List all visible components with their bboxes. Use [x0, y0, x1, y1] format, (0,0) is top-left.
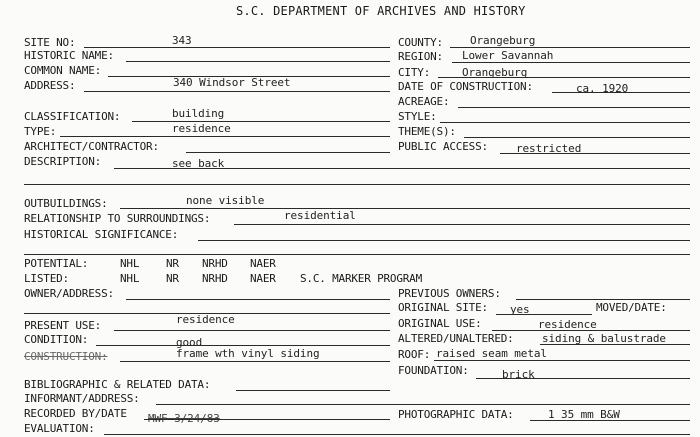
owner-line-1 — [126, 299, 390, 300]
relationship-line — [234, 224, 690, 225]
address-label: ADDRESS: — [24, 79, 76, 92]
type-label: TYPE: — [24, 125, 57, 138]
evaluation-label: EVALUATION: — [24, 422, 95, 435]
form-title: S.C. DEPARTMENT OF ARCHIVES AND HISTORY — [236, 4, 526, 18]
site-no-value: 343 — [172, 34, 192, 47]
themes-label: THEME(S): — [398, 125, 456, 138]
photo-label: PHOTOGRAPHIC DATA: — [398, 408, 514, 421]
construction-line — [120, 361, 390, 362]
acreage-line — [458, 107, 690, 108]
significance-line-2 — [24, 254, 690, 255]
foundation-label: FOUNDATION: — [398, 364, 469, 377]
listed-nr: NR — [166, 272, 179, 285]
common-name-label: COMMON NAME: — [24, 64, 102, 77]
significance-label: HISTORICAL SIGNIFICANCE: — [24, 228, 179, 241]
construction-label: CONSTRUCTION: — [24, 350, 108, 363]
outbuildings-value: none visible — [186, 194, 265, 207]
style-label: STYLE: — [398, 110, 437, 123]
condition-value: good — [176, 336, 203, 349]
historic-name-label: HISTORIC NAME: — [24, 49, 114, 62]
moved-label: MOVED/DATE: — [596, 301, 667, 314]
listed-label: LISTED: — [24, 272, 69, 285]
owner-label: OWNER/ADDRESS: — [24, 287, 114, 300]
recorded-line — [144, 419, 390, 420]
city-value: Orangeburg — [462, 66, 528, 79]
historic-name-line — [126, 61, 390, 62]
architect-line — [186, 152, 390, 153]
original-site-label: ORIGINAL SITE: — [398, 301, 488, 314]
marker-program: S.C. MARKER PROGRAM — [300, 272, 423, 285]
listed-nrhd: NRHD — [202, 272, 228, 285]
roof-line — [434, 360, 690, 361]
county-value: Orangeburg — [470, 34, 536, 47]
original-site-line — [496, 314, 592, 315]
recorded-label: RECORDED BY/DATE — [24, 407, 127, 420]
foundation-value: brick — [502, 368, 535, 381]
roof-value: raised seam metal — [436, 347, 547, 360]
acreage-label: ACREAGE: — [398, 95, 450, 108]
address-value: 340 Windsor Street — [173, 76, 291, 89]
construction-value: frame wth vinyl siding — [176, 347, 320, 360]
roof-label: ROOF: — [398, 348, 431, 361]
relationship-label: RELATIONSHIP TO SURROUNDINGS: — [24, 212, 211, 225]
type-line — [60, 136, 390, 137]
condition-label: CONDITION: — [24, 333, 89, 346]
biblio-line — [236, 390, 390, 391]
potential-nrhd: NRHD — [202, 257, 228, 270]
recorded-value: MWF 3/24/83 — [148, 412, 220, 425]
classification-value: building — [172, 107, 225, 120]
address-line — [84, 91, 390, 92]
original-site-value: yes — [510, 303, 530, 316]
original-use-label: ORIGINAL USE: — [398, 317, 482, 330]
outbuildings-label: OUTBUILDINGS: — [24, 197, 108, 210]
photo-line — [530, 420, 690, 421]
photo-value: 1 35 mm B&W — [548, 408, 620, 421]
informant-line — [156, 404, 690, 405]
style-line — [440, 122, 690, 123]
type-value: residence — [172, 122, 231, 135]
outbuildings-line — [120, 208, 690, 209]
classification-label: CLASSIFICATION: — [24, 110, 121, 123]
potential-label: POTENTIAL: — [24, 257, 89, 270]
region-line — [452, 62, 690, 63]
present-use-line — [114, 330, 390, 331]
public-access-label: PUBLIC ACCESS: — [398, 140, 488, 153]
present-use-value: residence — [176, 313, 235, 326]
date-line — [552, 92, 690, 93]
potential-naer: NAER — [250, 257, 276, 270]
condition-line — [96, 345, 390, 346]
public-access-value: restricted — [516, 142, 582, 155]
public-access-line — [500, 153, 690, 154]
significance-line-1 — [198, 240, 690, 241]
potential-nhl: NHL — [120, 257, 140, 270]
county-line — [450, 47, 690, 48]
present-use-label: PRESENT USE: — [24, 319, 102, 332]
county-label: COUNTY: — [398, 36, 443, 49]
listed-naer: NAER — [250, 272, 276, 285]
altered-line — [540, 344, 690, 345]
description-line-1 — [114, 168, 690, 169]
classification-line — [132, 121, 390, 122]
themes-line — [464, 137, 690, 138]
site-no-line — [84, 47, 390, 48]
city-label: CITY: — [398, 66, 431, 79]
previous-owners-line — [516, 299, 690, 300]
previous-owners-label: PREVIOUS OWNERS: — [398, 287, 501, 300]
altered-label: ALTERED/UNALTERED: — [398, 332, 514, 345]
description-label: DESCRIPTION: — [24, 155, 102, 168]
region-label: REGION: — [398, 50, 443, 63]
potential-nr: NR — [166, 257, 179, 270]
site-no-label: SITE NO: — [24, 36, 76, 49]
relationship-value: residential — [284, 209, 356, 222]
date-label: DATE OF CONSTRUCTION: — [398, 80, 533, 93]
foundation-line — [476, 378, 690, 379]
evaluation-line — [104, 434, 690, 435]
biblio-label: BIBLIOGRAPHIC & RELATED DATA: — [24, 378, 211, 391]
original-use-line — [492, 330, 690, 331]
altered-value: siding & balustrade — [542, 332, 666, 345]
city-line — [438, 77, 690, 78]
description-line-2 — [24, 184, 690, 185]
description-value: see back — [172, 157, 225, 170]
informant-label: INFORMANT/ADDRESS: — [24, 392, 140, 405]
region-value: Lower Savannah — [462, 49, 554, 62]
date-value: ca. 1920 — [576, 82, 629, 95]
architect-label: ARCHITECT/CONTRACTOR: — [24, 140, 159, 153]
listed-nhl: NHL — [120, 272, 140, 285]
original-use-value: residence — [538, 318, 597, 331]
